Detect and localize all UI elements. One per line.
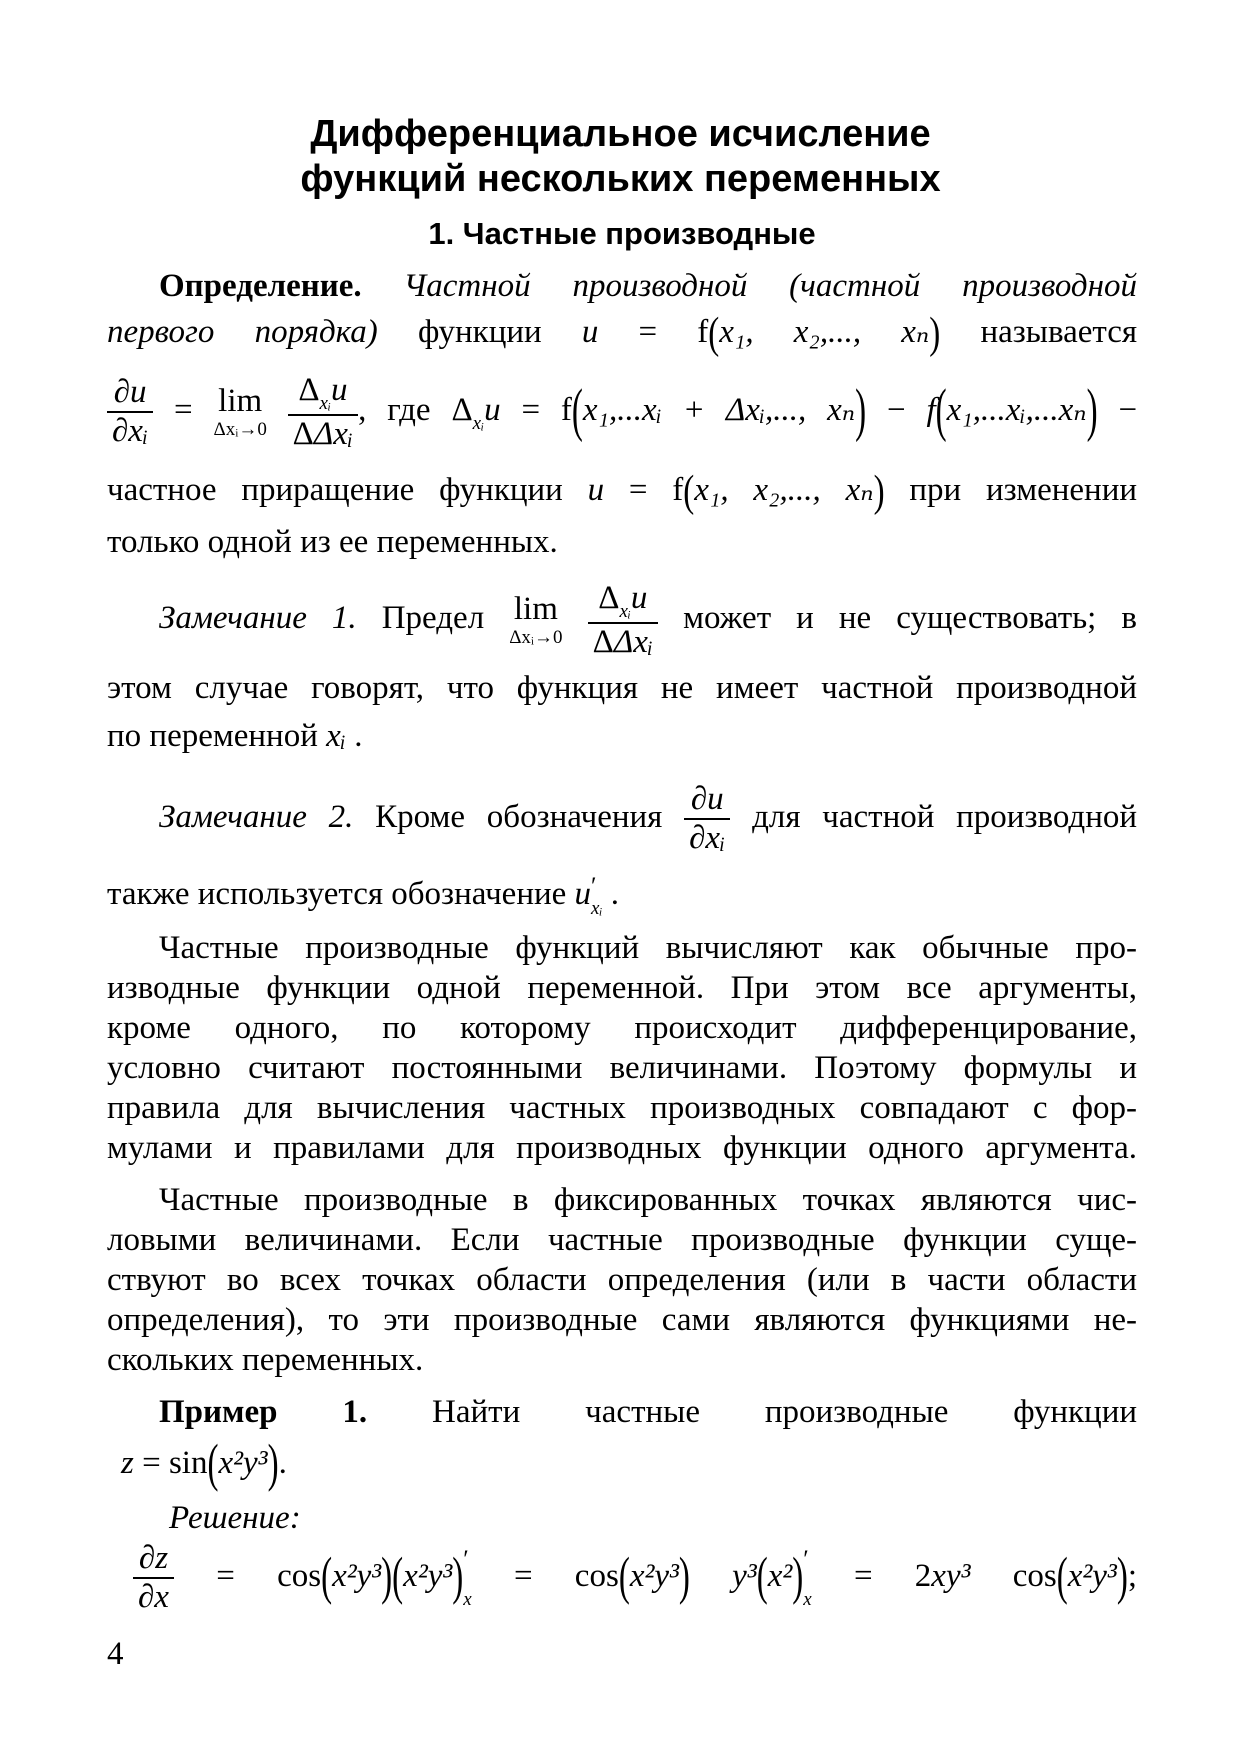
denominator: ∂xᵢ <box>684 818 730 857</box>
fraction <box>588 580 658 661</box>
math-run: x₁, x₂,..., xₙ <box>719 314 930 350</box>
remark1-line-3 <box>107 716 1137 756</box>
prime-mark: ′ <box>803 1546 809 1574</box>
fraction <box>288 372 358 453</box>
right-paren: ) <box>855 379 867 444</box>
example-function-formula <box>107 1434 1137 1492</box>
math-run: y³ <box>732 1558 757 1594</box>
math-run: Δxᵢ <box>313 416 354 453</box>
paragraph-line: ловыми величинами. Если частные производные функции суще- <box>107 1222 1137 1258</box>
text-run: для частной производной <box>752 799 1138 835</box>
math-run: x₁,...xᵢ,...xₙ <box>946 392 1087 428</box>
text-run: Кроме обозначения <box>375 799 663 835</box>
subscript: xᵢ <box>319 392 331 414</box>
text-run: Найти <box>432 1394 521 1430</box>
solution-label: Решение: <box>169 1500 301 1536</box>
math-run: = f <box>628 472 684 508</box>
remark2-line-2 <box>107 868 1137 920</box>
text-run: функции <box>417 314 542 350</box>
paragraph-line: скольких переменных. <box>107 1342 424 1378</box>
limit-subscript: Δxᵢ→0 <box>213 418 267 440</box>
math-run: x² <box>767 1558 793 1594</box>
function-formula <box>581 309 941 359</box>
delta-symbol: Δ <box>451 392 473 428</box>
math-run: x₁, x₂,..., xₙ <box>694 472 874 508</box>
remark1-line-2: этом случае говорят, что функция не имеет частной производной <box>107 670 1137 706</box>
text-run: не <box>838 600 872 636</box>
right-paren: ) <box>929 309 941 359</box>
remark-label: Замечание 1. <box>159 600 357 636</box>
minus-sign: − <box>887 392 906 428</box>
math-run: x₁,...xᵢ + Δxᵢ,..., xₙ <box>582 392 856 428</box>
definition-line-5: только одной из ее переменных. <box>107 524 558 560</box>
text-run: существовать; <box>896 600 1097 636</box>
text-run: также используется обозначение <box>107 876 567 912</box>
right-paren: ) <box>381 1548 393 1607</box>
math-run: = sin <box>142 1445 208 1481</box>
text-run: при <box>909 472 962 508</box>
paragraph-line: изводные функции одной переменной. При этом все аргументы, <box>107 970 1137 1006</box>
math-run: = cos <box>216 1558 322 1594</box>
text-run: называется <box>980 314 1138 350</box>
period: . <box>354 718 363 754</box>
delta-symbol: Δ <box>292 416 314 453</box>
chapter-title-line-1: Дифференциальное исчисление <box>310 113 931 155</box>
period: . <box>610 876 619 912</box>
math-run: f <box>926 392 936 428</box>
example-number: 1. <box>342 1394 368 1430</box>
solution-formula <box>107 1538 1137 1616</box>
example-line-1 <box>107 1392 1137 1432</box>
page-number: 4 <box>107 1636 124 1672</box>
math-run: x²y³ <box>629 1558 679 1594</box>
left-paren: ( <box>756 1548 768 1607</box>
numerator: ∂z <box>138 1540 169 1577</box>
function-formula <box>587 467 885 517</box>
text-run: где <box>387 392 431 428</box>
numerator <box>593 580 652 622</box>
left-paren: ( <box>708 309 720 359</box>
math-run: = cos <box>513 1558 619 1594</box>
denominator <box>288 414 358 453</box>
text-run: изменении <box>985 472 1138 508</box>
numerator <box>293 372 352 414</box>
definition-term: Определение. <box>159 268 362 304</box>
numerator: ∂u <box>113 374 147 411</box>
math-run: u <box>574 876 592 912</box>
text-run: частные <box>585 1394 700 1430</box>
period: . <box>278 1445 287 1481</box>
denominator: ∂xᵢ <box>107 411 153 450</box>
subscript: xᵢ <box>591 898 603 920</box>
right-paren: ) <box>267 1435 279 1494</box>
text-run: производные <box>764 1394 949 1430</box>
chapter-title <box>0 112 1241 202</box>
semicolon: ; <box>1127 1558 1137 1594</box>
right-paren: ) <box>452 1548 464 1607</box>
definition-display-formula <box>107 362 1137 472</box>
chapter-title-line-2: функций нескольких переменных <box>300 158 941 200</box>
definition-line-2 <box>107 306 1137 358</box>
prime-mark: ′ <box>463 1546 469 1574</box>
math-run: = f <box>521 392 572 428</box>
limit <box>509 592 562 648</box>
dash: − <box>1118 392 1138 428</box>
paragraph-line: определения), то эти производные сами являются функциями не- <box>107 1302 1137 1338</box>
denominator <box>588 622 658 661</box>
subscript: x <box>803 1589 812 1611</box>
math-run: z <box>121 1445 134 1481</box>
right-paren: ) <box>678 1548 690 1607</box>
paragraph-line: ствуют во всех точках области определения (или в части области <box>107 1262 1137 1298</box>
denominator: ∂x <box>133 1577 174 1616</box>
math-run: u <box>587 472 605 508</box>
text-run: и <box>796 600 814 636</box>
example-label: Пример <box>159 1394 278 1430</box>
left-paren: ( <box>935 379 947 444</box>
paragraph-line: условно считают постоянными величинами. Поэтому формулы и <box>107 1050 1137 1086</box>
right-paren: ) <box>1086 379 1098 444</box>
paragraph-3 <box>107 928 1137 1168</box>
math-run: x²y³ <box>218 1445 268 1481</box>
limit <box>214 384 267 440</box>
increment-formula <box>451 379 867 444</box>
right-paren: ) <box>873 467 885 517</box>
math-run: u <box>581 314 599 350</box>
prime-subscript-stack <box>591 874 602 918</box>
delta-symbol: Δ <box>598 579 620 616</box>
math-run: x²y³ <box>332 1558 382 1594</box>
text-run: функции <box>1013 1394 1138 1430</box>
subscript: xᵢ <box>472 413 485 434</box>
left-paren: ( <box>207 1435 219 1494</box>
limit-formula <box>509 579 658 661</box>
math-run: xᵢ <box>326 718 346 754</box>
math-run: u <box>630 579 648 616</box>
prime-subscript-stack <box>463 1547 471 1609</box>
fraction <box>107 374 153 450</box>
math-run: xy³ <box>931 1558 971 1594</box>
left-paren: ( <box>1056 1548 1068 1607</box>
remark1-line-1 <box>107 572 1137 664</box>
remark2-line-1 <box>107 772 1137 862</box>
text-run: в <box>1121 600 1137 636</box>
limit-subscript: Δxᵢ→0 <box>509 626 563 648</box>
subscript: x <box>463 1589 472 1611</box>
left-paren: ( <box>683 467 695 517</box>
equals-sign: = <box>174 392 193 428</box>
increment-formula <box>926 379 1098 444</box>
math-run: cos <box>1012 1558 1057 1594</box>
right-paren: ) <box>1116 1548 1128 1607</box>
text-run: может <box>683 600 772 636</box>
paragraph-line: Частные производные функций вычисляют как обычные про- <box>159 930 1137 966</box>
definition-line-4 <box>107 464 1137 516</box>
paragraph-line: правила для вычисления частных производных совпадают с фор- <box>107 1090 1137 1126</box>
remark-label: Замечание 2. <box>159 799 354 835</box>
numerator: ∂u <box>690 781 724 818</box>
math-run: = 2 <box>853 1558 932 1594</box>
math-run: = f <box>638 314 709 350</box>
text-run: первого <box>107 314 215 350</box>
text-run: частное <box>107 472 217 508</box>
text-run: порядка) <box>254 314 378 350</box>
math-run: u <box>484 392 501 428</box>
left-paren: ( <box>392 1548 404 1607</box>
comma: , <box>358 392 367 428</box>
math-run: Δxᵢ <box>613 624 654 661</box>
math-run: x²y³ <box>403 1558 453 1594</box>
subscript: xᵢ <box>619 600 631 622</box>
prime-subscript-stack <box>803 1547 811 1609</box>
text-run: Предел <box>381 600 485 636</box>
math-run: u <box>331 371 348 408</box>
delta-symbol: Δ <box>592 624 614 661</box>
limit-operator: lim <box>513 591 558 628</box>
fraction <box>133 1540 174 1616</box>
text-run: по переменной <box>107 718 318 754</box>
math-run: x²y³ <box>1067 1558 1117 1594</box>
text-run: функции <box>439 472 563 508</box>
fraction <box>684 781 730 857</box>
paragraph-4 <box>107 1180 1137 1380</box>
section-heading: 1. Частные производные <box>428 216 816 251</box>
paragraph-line: кроме одного, по которому происходит дифференцирование, <box>107 1010 1137 1046</box>
prime-mark: ′ <box>591 873 597 901</box>
definition-line-1 <box>107 266 1137 306</box>
left-paren: ( <box>618 1548 630 1607</box>
text-run: приращение <box>241 472 415 508</box>
derivative-notation <box>574 873 603 920</box>
left-paren: ( <box>321 1548 333 1607</box>
definition-italic-text: Частной производной (частной производной <box>403 268 1137 304</box>
paragraph-line: мулами и правилами для производных функции одного аргумента. <box>107 1130 1137 1166</box>
delta-symbol: Δ <box>298 371 320 408</box>
limit-operator: lim <box>218 383 263 420</box>
right-paren: ) <box>792 1548 804 1607</box>
left-paren: ( <box>571 379 583 444</box>
paragraph-line: Частные производные в фиксированных точках являются чис- <box>159 1182 1137 1218</box>
